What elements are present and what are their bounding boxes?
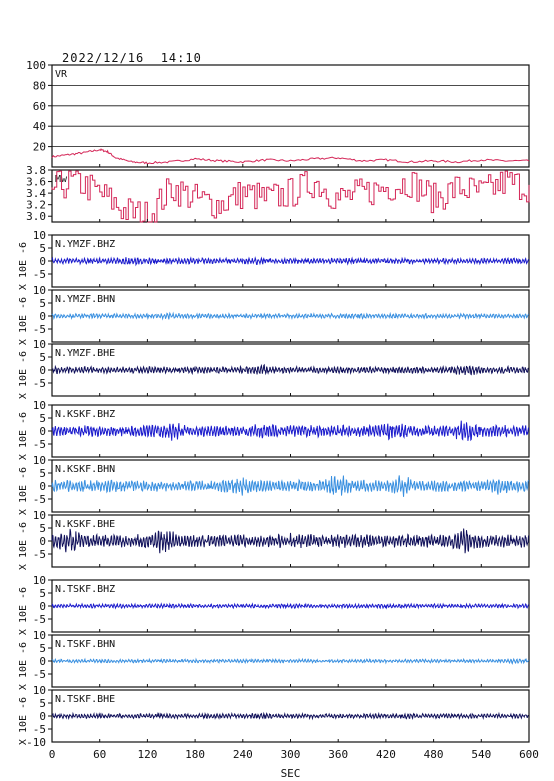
- panel-label-n-tskf-bhe: N.TSKF.BHE: [55, 694, 116, 705]
- y-tick-label: 0: [39, 255, 46, 268]
- y-tick-label: 10: [32, 454, 46, 467]
- y-tick-label: 40: [32, 120, 46, 134]
- y-tick-label: 0: [39, 310, 46, 323]
- panel-label-n-tskf-bhz: N.TSKF.BHZ: [55, 584, 116, 595]
- y-tick-label: 0: [39, 655, 46, 668]
- y-tick-label: 10: [32, 338, 46, 351]
- y-tick-label: -5: [32, 548, 46, 561]
- y-tick-label: 3.8: [26, 164, 46, 177]
- panel-label-n-tskf-bhn: N.TSKF.BHN: [55, 639, 116, 650]
- y-tick-label: -5: [32, 613, 46, 626]
- y-tick-label: 10: [32, 629, 46, 642]
- y-unit-label: X 10E -6: [18, 586, 29, 636]
- y-tick-label: 60: [32, 99, 46, 113]
- y-tick-label: -5: [32, 323, 46, 336]
- y-tick-label: 0: [39, 425, 46, 438]
- y-tick-label: 100: [26, 59, 46, 72]
- y-tick-label: 0: [39, 364, 46, 377]
- x-tick-label: 600: [519, 748, 539, 761]
- y-unit-label: X 10E -6: [18, 521, 29, 571]
- panel-label-vr: VR: [55, 69, 68, 80]
- panel-label-n-ymzf-bhn: N.YMZF.BHN: [55, 294, 116, 305]
- panel-label-mw: Mw: [55, 174, 68, 185]
- y-tick-label: 0: [39, 480, 46, 493]
- panel-frame-vr: [52, 65, 529, 167]
- y-tick-label: 10: [32, 399, 46, 412]
- panel-label-n-kskf-bhn: N.KSKF.BHN: [55, 464, 116, 475]
- y-tick-label: 0: [39, 600, 46, 613]
- panel-label-n-ymzf-bhz: N.YMZF.BHZ: [55, 239, 116, 250]
- y-unit-label: X 10E -6: [18, 296, 29, 346]
- date-time-label: 2022/12/16 14:10: [62, 51, 202, 65]
- y-tick-label: 3.6: [26, 175, 46, 189]
- series-line-n-tskf-bhe: [52, 713, 529, 718]
- y-tick-label: 5: [39, 351, 46, 364]
- panel-label-n-kskf-bhz: N.KSKF.BHZ: [55, 409, 116, 420]
- y-tick-label: 5: [39, 242, 46, 255]
- y-unit-label: X 10E -6: [18, 350, 29, 400]
- x-axis-label: SEC: [280, 767, 301, 780]
- x-tick-label: 180: [185, 748, 206, 761]
- panel-label-n-kskf-bhe: N.KSKF.BHE: [55, 519, 116, 530]
- x-tick-label: 240: [232, 748, 253, 761]
- series-line-n-tskf-bhz: [52, 604, 529, 609]
- y-tick-label: 0: [39, 710, 46, 723]
- y-tick-label: 80: [32, 79, 46, 93]
- y-tick-label: 10: [32, 509, 46, 522]
- y-tick-label: 10: [32, 284, 46, 297]
- y-tick-label: 5: [39, 467, 46, 480]
- y-unit-label: X 10E -6: [18, 641, 29, 691]
- x-tick-label: 0: [48, 748, 56, 761]
- y-tick-label: 0: [39, 535, 46, 548]
- y-tick-label: 5: [39, 587, 46, 600]
- series-line-n-tskf-bhn: [52, 659, 529, 664]
- y-tick-label: 3.0: [26, 210, 46, 224]
- x-tick-label: 60: [93, 748, 107, 761]
- y-tick-label: 20: [32, 140, 46, 154]
- series-line-n-ymzf-bhe: [52, 365, 529, 375]
- x-tick-label: 300: [280, 748, 301, 761]
- y-tick-label: -5: [32, 377, 46, 390]
- x-tick-label: 480: [423, 748, 444, 761]
- y-tick-label: 3.4: [26, 187, 46, 201]
- y-tick-label: 5: [39, 522, 46, 535]
- x-tick-label: 420: [375, 748, 396, 761]
- y-unit-label: X 10E -6: [18, 411, 29, 461]
- series-line-mw: [52, 171, 529, 222]
- y-tick-label: 5: [39, 697, 46, 710]
- y-tick-label: 3.2: [26, 198, 46, 212]
- y-tick-label: 10: [32, 574, 46, 587]
- y-tick-label: -5: [32, 668, 46, 681]
- y-tick-label: 10: [32, 684, 46, 697]
- y-unit-label: X 10E -6: [18, 466, 29, 516]
- x-tick-label: 120: [137, 748, 158, 761]
- x-tick-label: 540: [471, 748, 492, 761]
- y-unit-label: X 10E -6: [18, 241, 29, 291]
- y-tick-label: 10: [32, 229, 46, 242]
- y-tick-label: -5: [32, 723, 46, 736]
- y-tick-label: 5: [39, 642, 46, 655]
- y-tick-label: -5: [32, 493, 46, 506]
- y-tick-label: 5: [39, 412, 46, 425]
- x-tick-label: 360: [328, 748, 349, 761]
- series-line-n-ymzf-bhz: [52, 257, 529, 264]
- series-line-vr: [52, 149, 529, 164]
- series-line-n-kskf-bhn: [52, 475, 529, 496]
- y-tick-label: 5: [39, 297, 46, 310]
- y-tick-label: -10: [26, 736, 46, 749]
- series-line-n-kskf-bhe: [52, 529, 529, 554]
- y-tick-label: -5: [32, 438, 46, 451]
- series-line-n-kskf-bhz: [52, 421, 529, 441]
- y-tick-label: -5: [32, 268, 46, 281]
- series-line-n-ymzf-bhn: [52, 313, 529, 319]
- y-unit-label: X 10E -6: [18, 696, 29, 746]
- panel-label-n-ymzf-bhe: N.YMZF.BHE: [55, 348, 116, 359]
